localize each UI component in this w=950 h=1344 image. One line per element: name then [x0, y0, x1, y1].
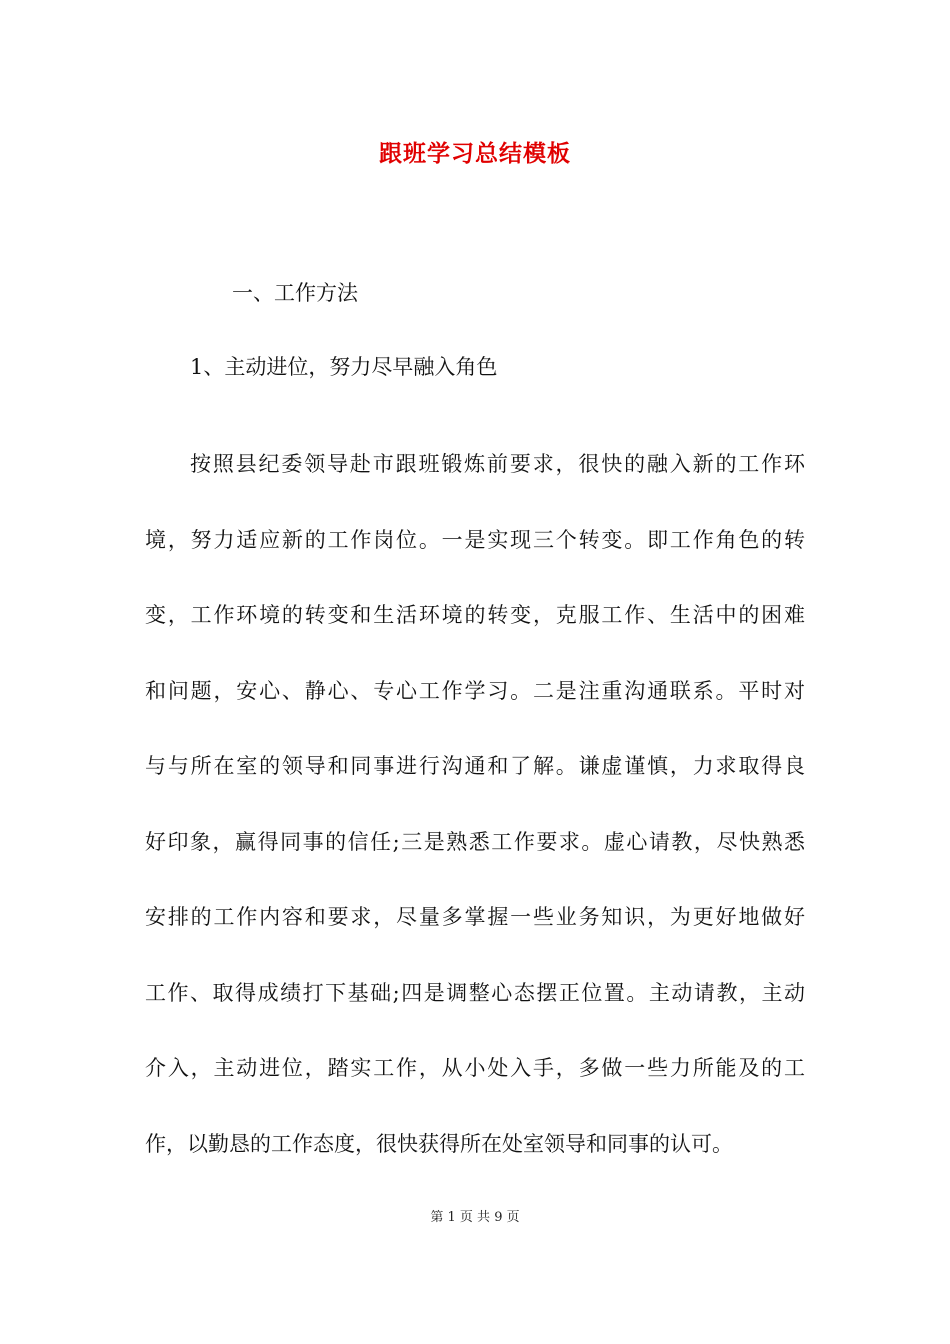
- paragraph-line: 和问题，安心、静心、专心工作学习。二是注重沟通联系。平时对: [145, 678, 805, 703]
- paragraph-line: 作，以勤恳的工作态度，很快获得所在处室领导和同事的认可。: [145, 1131, 733, 1156]
- paragraph-line: 安排的工作内容和要求，尽量多掌握一些业务知识，为更好地做好: [145, 905, 805, 929]
- section-heading: 一、工作方法: [232, 281, 358, 305]
- body-paragraph: [145, 427, 805, 1182]
- document-title: 跟班学习总结模板: [379, 140, 571, 167]
- paragraph-line: 按照县纪委领导赴市跟班锻炼前要求，很快的融入新的工作环: [190, 452, 805, 476]
- subsection-heading: 1、主动进位，努力尽早融入角色: [190, 355, 498, 379]
- paragraph-line: 与与所在室的领导和同事进行沟通和了解。谦虚谨慎，力求取得良: [145, 754, 805, 778]
- paragraph-line: 工作、取得成绩打下基础;四是调整心态摆正位置。主动请教，主动: [145, 980, 805, 1005]
- paragraph-line: 介入，主动进位，踏实工作，从小处入手，多做一些力所能及的工: [145, 1056, 805, 1080]
- paragraph-line: 变，工作环境的转变和生活环境的转变，克服工作、生活中的困难: [145, 603, 805, 627]
- paragraph-line: 好印象，赢得同事的信任;三是熟悉工作要求。虚心请教，尽快熟悉: [145, 829, 805, 854]
- page-number-footer: 第 1 页 共 9 页: [430, 1210, 520, 1225]
- paragraph-line: 境，努力适应新的工作岗位。一是实现三个转变。即工作角色的转: [145, 527, 805, 552]
